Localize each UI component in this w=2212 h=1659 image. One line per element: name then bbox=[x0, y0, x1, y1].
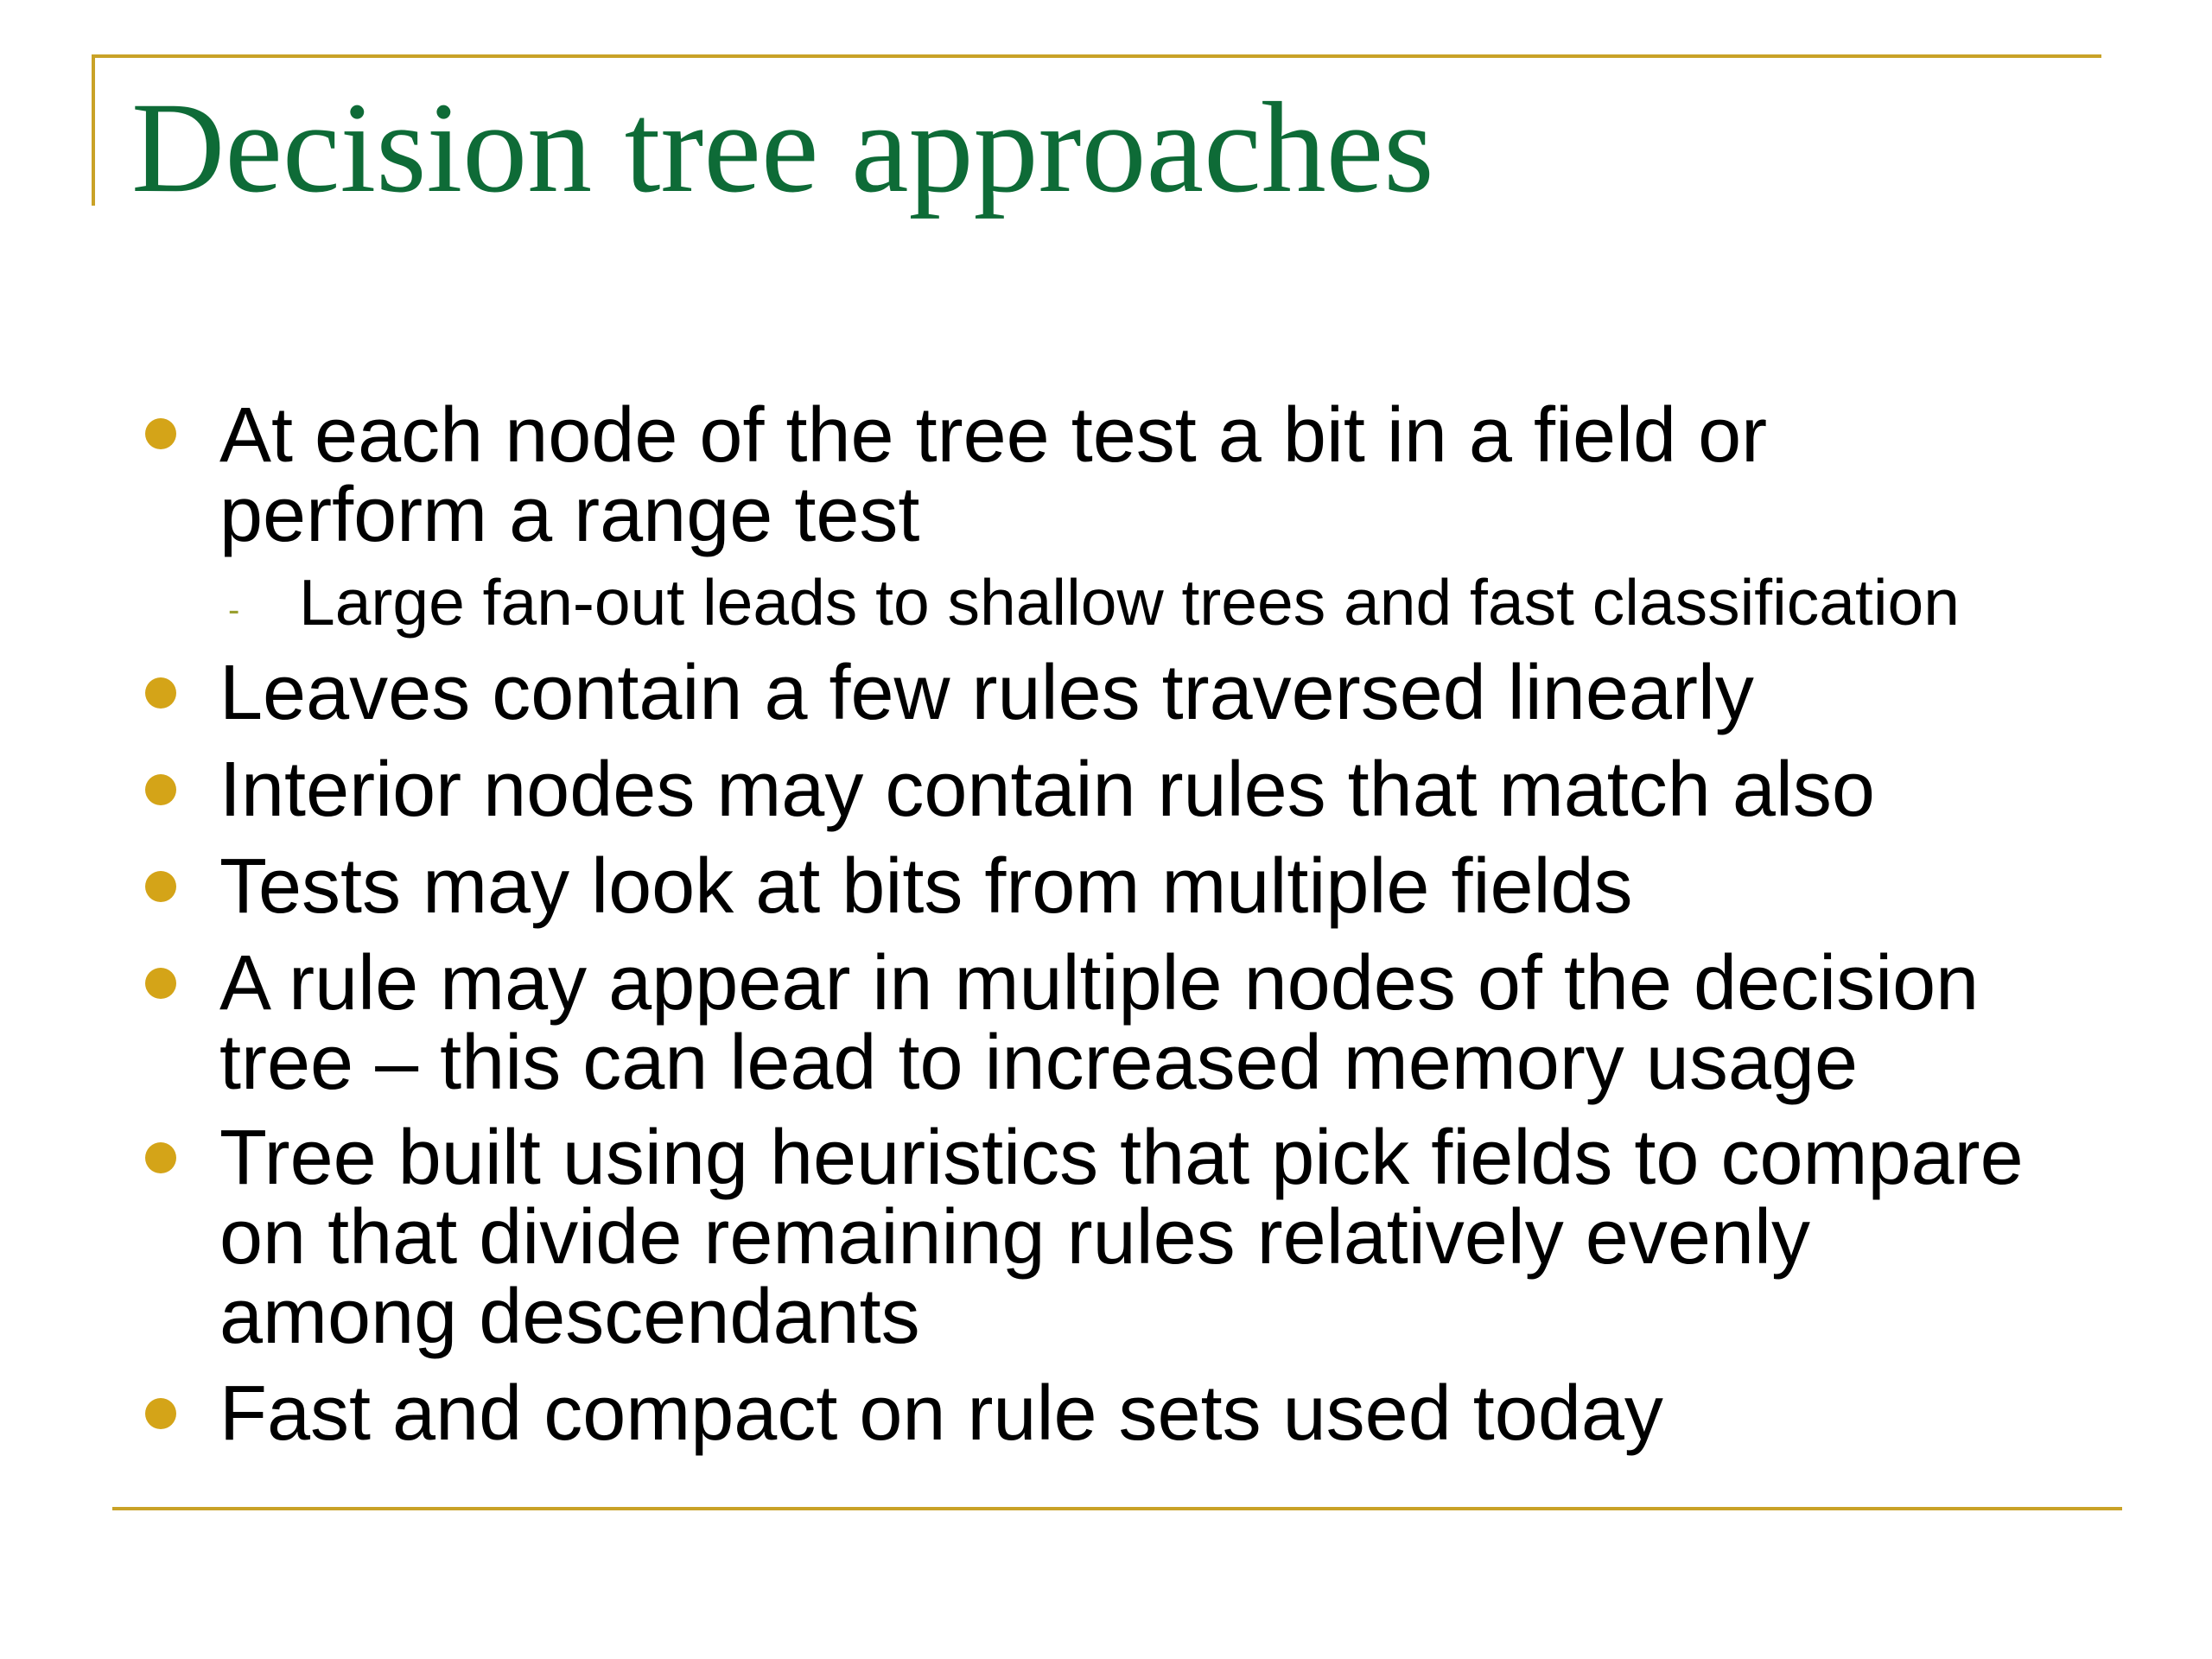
bullet-item bbox=[219, 1115, 2024, 1360]
bullet-dot bbox=[145, 968, 176, 999]
bullet-line: Fast and compact on rule sets used today bbox=[219, 1370, 1663, 1457]
bullet-dot bbox=[145, 418, 176, 449]
bullet-line: Leaves contain a few rules traversed linearly bbox=[219, 650, 1754, 736]
sub-bullet-item: Large fan-out leads to shallow trees and fast classification bbox=[299, 566, 1960, 639]
bullet-line: A rule may appear in multiple nodes of the decision bbox=[219, 940, 1980, 1027]
bullet-item bbox=[219, 843, 1633, 930]
bullet-dot bbox=[145, 677, 176, 709]
bullet-item bbox=[219, 1370, 1663, 1457]
bullet-dot bbox=[145, 1142, 176, 1173]
bullet-line: on that divide remaining rules relatively evenly bbox=[219, 1194, 1810, 1281]
bullet-line: Tests may look at bits from multiple fields bbox=[219, 843, 1633, 930]
bullet-dot bbox=[145, 774, 176, 805]
bullet-item bbox=[219, 392, 1768, 558]
bullet-line: Interior nodes may contain rules that match also bbox=[219, 747, 1875, 833]
bullet-line: perform a range test bbox=[219, 472, 920, 558]
bullet-item bbox=[219, 747, 1875, 833]
bullet-line: among descendants bbox=[219, 1274, 920, 1360]
slide-title: Decision tree approaches bbox=[131, 76, 1434, 219]
bullet-line: Tree built using heuristics that pick fields to compare bbox=[219, 1115, 2024, 1201]
frame-bottom-rule bbox=[112, 1507, 2122, 1510]
sub-bullet-dash: - bbox=[228, 591, 240, 629]
bullet-item bbox=[219, 650, 1754, 736]
bullet-line: tree – this can lead to increased memory usage bbox=[219, 1020, 1859, 1106]
bullet-dot bbox=[145, 1398, 176, 1429]
bullet-line: At each node of the tree test a bit in a field or bbox=[219, 392, 1768, 479]
bullet-dot bbox=[145, 871, 176, 902]
bullet-item bbox=[219, 940, 1980, 1106]
